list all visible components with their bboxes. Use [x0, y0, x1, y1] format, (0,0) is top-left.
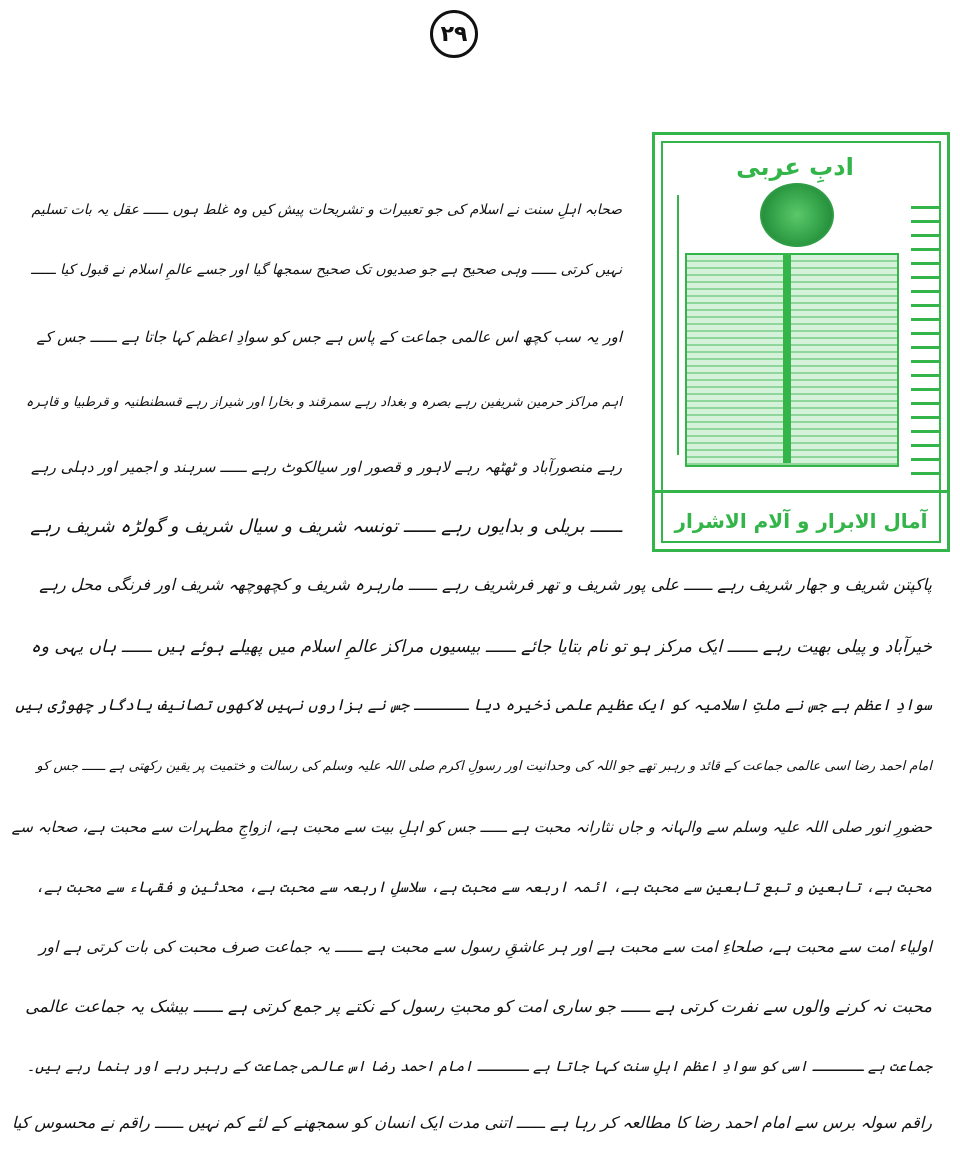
text-line: ــــــ بریلی و بدایوں رہے ــــــ تونسہ شریف و سیال شریف و گولڑہ شریف رہے — [30, 516, 622, 537]
text-line: امام احمد رضا اسی عالمی جماعت کے قائد و رہبر تھے جو اللہ کی وحدانیت اور رسولِ اکرم صلی اللہ علیہ وسلم کی رسالت و ختمیت پر یقین رکھتی ہے ــــــ جس کو — [36, 759, 932, 774]
text-line: رہے منصورآباد و ٹھٹھہ رہے لاہور و قصور اور سیالکوٹ رہے ــــــ سرہند و اجمیر اور دہلی رہے — [30, 458, 622, 476]
text-line: اور یہ سب کچھ اس عالمی جماعت کے پاس ہے جس کو سوادِ اعظم کہا جاتا ہے ــــــ جس کے — [36, 328, 622, 346]
urdu-text-body — [2, 0, 952, 1157]
text-line: صحابہ اہلِ سنت نے اسلام کی جو تعبیرات و تشریحات پیش کیں وہ غلط ہوں ــــــ عقل یہ بات تسلیم — [31, 202, 622, 218]
book-cover-title: آمال الابرار و آلام الاشرار — [655, 490, 947, 549]
text-line: خیرآباد و پیلی بھیت رہے ــــــ ایک مرکز ہو تو نام بتایا جائے ــــــ بیسیوں مراکز عالمِ اسلام میں پھیلے ہوئے ہیں ــــــ ہاں یہی وہ — [30, 637, 932, 657]
text-line: اولیاء امت سے محبت ہے، صلحاءِ امت سے محبت ہے اور ہر عاشقِ رسول سے محبت ہے ــــــ یہ جماعت صرف محبت کی بات کرتی ہے اور — [38, 938, 932, 956]
text-line: نہیں کرتی ــــــ وہی صحیح ہے جو صدیوں تک صحیح سمجھا گیا اور جسے عالمِ اسلام نے قبول کیا ــــــ — [31, 262, 622, 278]
text-line: حضورِ انور صلی اللہ علیہ وسلم سے والہانہ و جاں نثارانہ محبت ہے ــــــ جس کو اہلِ بیت سے محبت ہے، ازواجِ مطہرات سے محبت ہے، صحابہ سے — [11, 818, 932, 836]
text-line: محبت ہے، تابعین و تبع تابعین سے محبت ہے، ائمہ اربعہ سے محبت ہے، سلاسلِ اربعہ سے محبت ہے، محدثین و فقہاء سے محبت ہے، — [35, 878, 932, 896]
text-line: پاکپتن شریف و جھار شریف رہے ــــــ علی پور شریف و تھر فرشریف رہے ــــــ مارہرہ شریف و کچھوچھہ شریف اور فرنگی محل رہے — [39, 575, 932, 594]
page-number: ۲۹ — [430, 10, 478, 58]
text-line: سوادِ اعظم ہے جس نے ملتِ اسلامیہ کو ایک عظیم علمی ذخیرہ دیا ــــــ جس نے ہزاروں نہیں لاکھوں تصانیف یادگار چھوڑی ہیں — [15, 696, 932, 714]
text-line: راقم سولہ برس سے امام احمد رضا کا مطالعہ کر رہا ہے ــــــ اتنی مدت ایک انسان کو سمجھنے کے لئے کم نہیں ــــــ راقم نے محسوس کیا — [11, 1113, 932, 1132]
book-cover-top-label: ادبِ عربی — [736, 153, 854, 181]
text-line: جماعت ہے ــــــ اسی کو سوادِ اعظم اہلِ سنت کہا جاتا ہے ــــــ امام احمد رضا اس عالمی جماعت کے رہبر رہے اور ہنما رہے ہیں۔ — [26, 1059, 932, 1075]
text-line: اہم مراکز حرمین شریفین رہے بصرہ و بغداد رہے سمرقند و بخارا اور شیراز رہے قسطنطنیہ و قرطبیا و قاہرہ — [25, 395, 622, 410]
text-line: محبت نہ کرنے والوں سے نفرت کرتی ہے ــــــ جو ساری امت کو محبتِ رسول کے نکتے پر جمع کرتی ہے ــــــ بیشک یہ جماعت عالمی — [25, 997, 932, 1016]
